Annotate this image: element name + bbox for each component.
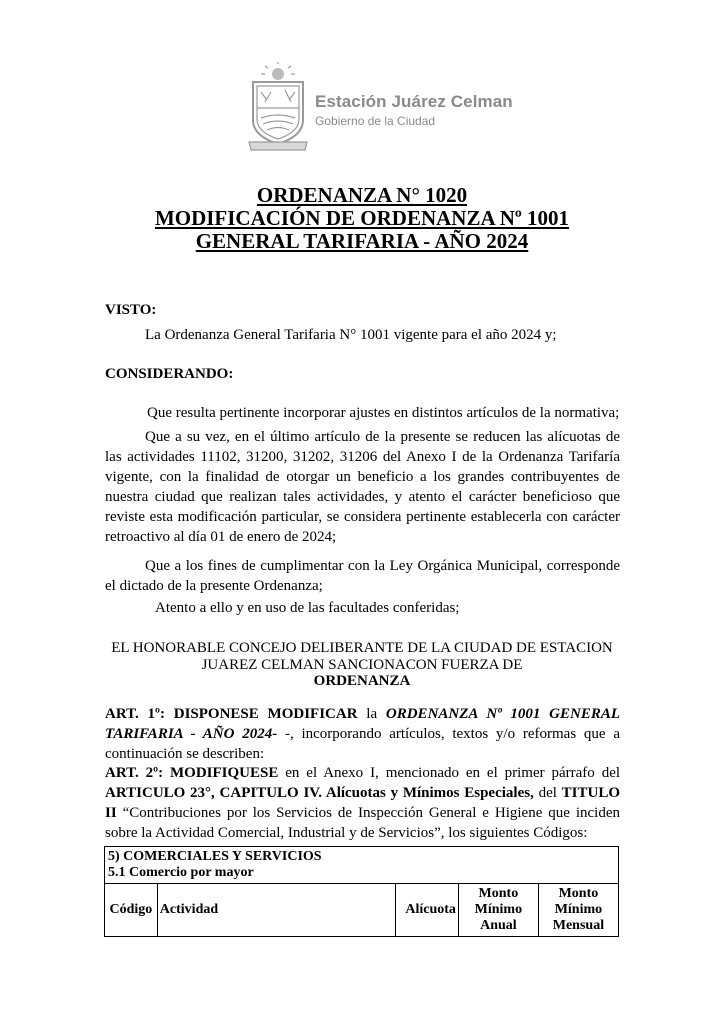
table-subsection-title: 5.1 Comercio por mayor xyxy=(108,865,254,880)
table-section-row xyxy=(105,847,619,884)
considerando-paragraph-1: Que resulta pertinente incorporar ajustes en distintos artículos de la normativa; xyxy=(147,405,620,421)
article-1 xyxy=(105,704,620,764)
municipal-logo xyxy=(245,62,575,154)
article-1-label: ART. 1º: xyxy=(105,706,165,722)
org-subtitle: Gobierno de la Ciudad xyxy=(315,114,436,128)
considerando-paragraph-2: Que a su vez, en el último artículo de la presente se reducen las alícuotas de las actividades 11102, 31200, 31202, 31206 del Anexo I de la Ordenanza Tarifaría vigente, con la finalidad de otorgar un beneficio a los grandes contribuyentes de nuestra ciudad que realizan tales actividades, y atento el carácter beneficioso que reviste esta modificación particular, se considera pertinente establecerla con carácter retroactivo al día 01 de enero de 2024; xyxy=(105,429,620,545)
visto-text: La Ordenanza General Tarifaria N° 1001 vigente para el año 2024 y; xyxy=(145,327,557,343)
article-2-text-1: en el Anexo I, mencionado en el primer párrafo del xyxy=(285,765,621,781)
article-1-text-2: -, incorporando artículos, textos y/o reformas que a continuación se describen: xyxy=(105,726,620,762)
column-header-codigo: Código xyxy=(105,884,158,937)
column-header-actividad: Actividad xyxy=(157,884,395,937)
article-2 xyxy=(105,763,620,843)
considerando-heading: CONSIDERANDO: xyxy=(105,366,234,382)
column-header-monto-anual: Monto Mínimo Anual xyxy=(458,884,538,937)
considerando-paragraph-4: Atento a ello y en uso de las facultades conferidas; xyxy=(155,600,460,616)
article-1-text-1: la xyxy=(366,706,378,722)
article-1-reference: ORDENANZA Nº 1001 GENERAL TARIFARIA - AÑO 2024- xyxy=(105,706,621,742)
column-header-monto-mensual: Monto Mínimo Mensual xyxy=(538,884,618,937)
sanction-line-2: JUAREZ CELMAN SANCIONACON FUERZA DE xyxy=(201,657,523,673)
table-section-title: 5) COMERCIALES Y SERVICIOS xyxy=(108,849,322,864)
considerando-paragraph-3: Que a los fines de cumplimentar con la Ley Orgánica Municipal, corresponde el dictado de la presente Ordenanza; xyxy=(105,558,620,594)
visto-heading: VISTO: xyxy=(105,302,157,318)
coat-of-arms-icon xyxy=(245,62,311,154)
article-2-reference-2: TITULO II xyxy=(105,785,621,821)
codes-table xyxy=(104,846,619,937)
article-2-verb: MODIFIQUESE xyxy=(170,765,279,781)
table-header-row xyxy=(105,884,619,937)
title-line-1: ORDENANZA N° 1020 xyxy=(256,183,468,207)
title-line-2: MODIFICACIÓN DE ORDENANZA Nº 1001 xyxy=(154,206,570,230)
article-2-reference-1: ARTICULO 23°, CAPITULO IV. Alícuotas y Mínimos Especiales, xyxy=(105,785,534,801)
table-section xyxy=(105,847,619,884)
article-2-text-2: del xyxy=(538,785,557,801)
org-name: Estación Juárez Celman xyxy=(315,92,513,111)
article-1-verb: DISPONESE MODIFICAR xyxy=(173,706,358,722)
sanction-ordenanza: ORDENANZA xyxy=(313,673,411,689)
article-2-label: ART. 2º: xyxy=(105,765,164,781)
column-header-alicuota: Alícuota xyxy=(396,884,459,937)
title-line-3: GENERAL TARIFARIA - AÑO 2024 xyxy=(195,229,529,253)
sanction-line-1: EL HONORABLE CONCEJO DELIBERANTE DE LA CIUDAD DE ESTACION xyxy=(111,640,613,656)
article-2-text-3: “Contribuciones por los Servicios de Inspección General e Higiene que inciden sobre la Actividad Comercial, Industrial y de Servicios”, los siguientes Códigos: xyxy=(105,805,620,841)
